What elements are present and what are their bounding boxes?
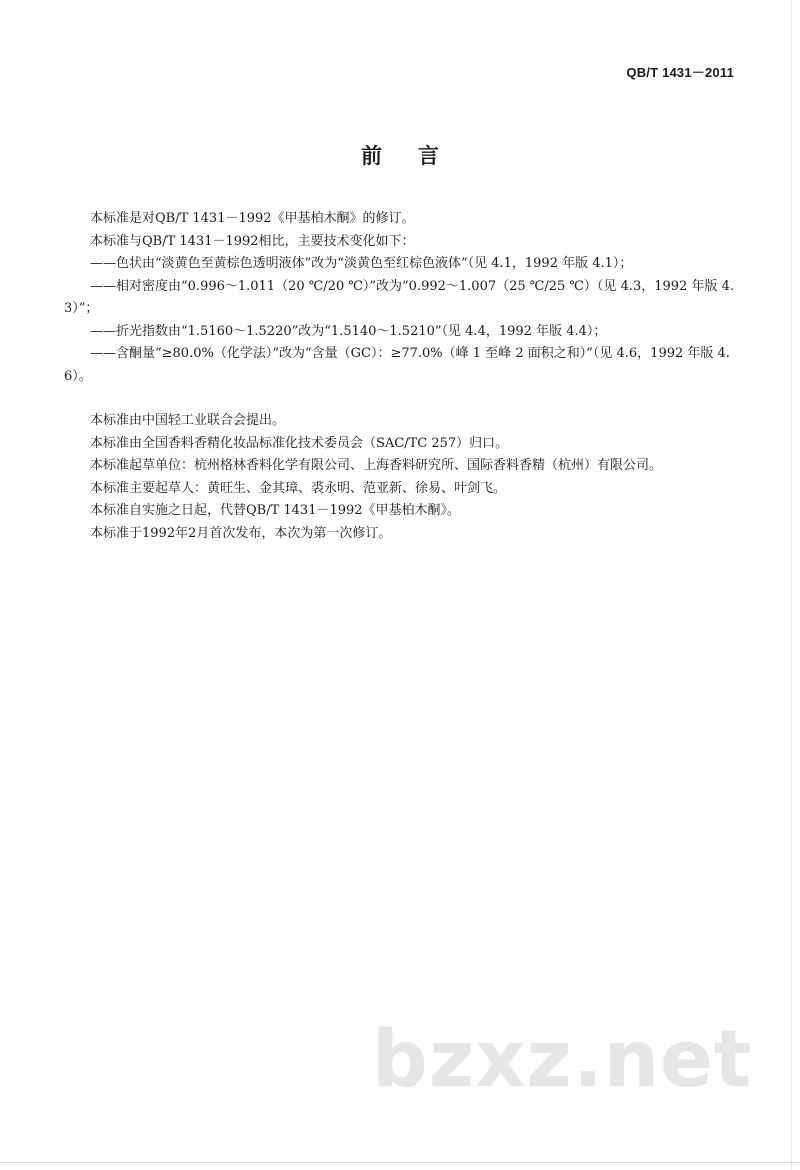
- paragraph: 本标准是对QB/T 1431－1992《甲基柏木酮》的修订。: [90, 211, 415, 226]
- paragraph: 本标准由全国香料香精化妆品标准化技术委员会（SAC/TC 257）归口。: [90, 435, 509, 451]
- paragraph: 本标准自实施之日起，代替QB/T 1431－1992《甲基柏木酮》。: [90, 503, 461, 518]
- paragraph: 本标准起草单位：杭州格林香料化学有限公司、上海香料研究所、国际香料香精（杭州）有限公司。: [90, 458, 663, 473]
- change-item: ——色状由“淡黄色至黄棕色透明液体”改为“淡黄色至红棕色液体”（见 4.1，1992 年版 4.1）；: [90, 256, 633, 271]
- change-item: ——折光指数由“1.5160～1.5220”改为“1.5140～1.5210”（见 4.4，1992 年版 4.4）；: [90, 323, 607, 339]
- document-body: [64, 208, 744, 545]
- paragraph-gap: [64, 388, 744, 410]
- paragraph: 本标准由中国轻工业联合会提出。: [90, 413, 286, 428]
- change-item: ——含酮量“≥80.0%（化学法）”改为“含量（GC）：≥77.0%（峰 1 至峰 2 面积之和）”（见 4.6，1992 年版 4.6）。: [64, 346, 730, 384]
- page-edge-divider: [791, 0, 792, 1170]
- standard-code: QB/T 1431－2011: [626, 65, 734, 80]
- page-bottom-divider: [0, 1162, 800, 1163]
- page-title: 前言: [361, 144, 475, 168]
- paragraph: 本标准主要起草人：黄旺生、金其璋、裘永明、范亚新、徐易、叶剑飞。: [90, 480, 507, 496]
- watermark: bzxz.net: [372, 1015, 753, 1105]
- paragraph: 本标准于1992年2月首次发布，本次为第一次修订。: [90, 525, 392, 541]
- change-item: ——相对密度由“0.996～1.011（20 ℃/20 ℃）”改为“0.992～1.007（25 ℃/25 ℃）（见 4.3，1992 年版 4.3）”；: [64, 278, 734, 316]
- paragraph: 本标准与QB/T 1431－1992相比，主要技术变化如下：: [90, 233, 415, 249]
